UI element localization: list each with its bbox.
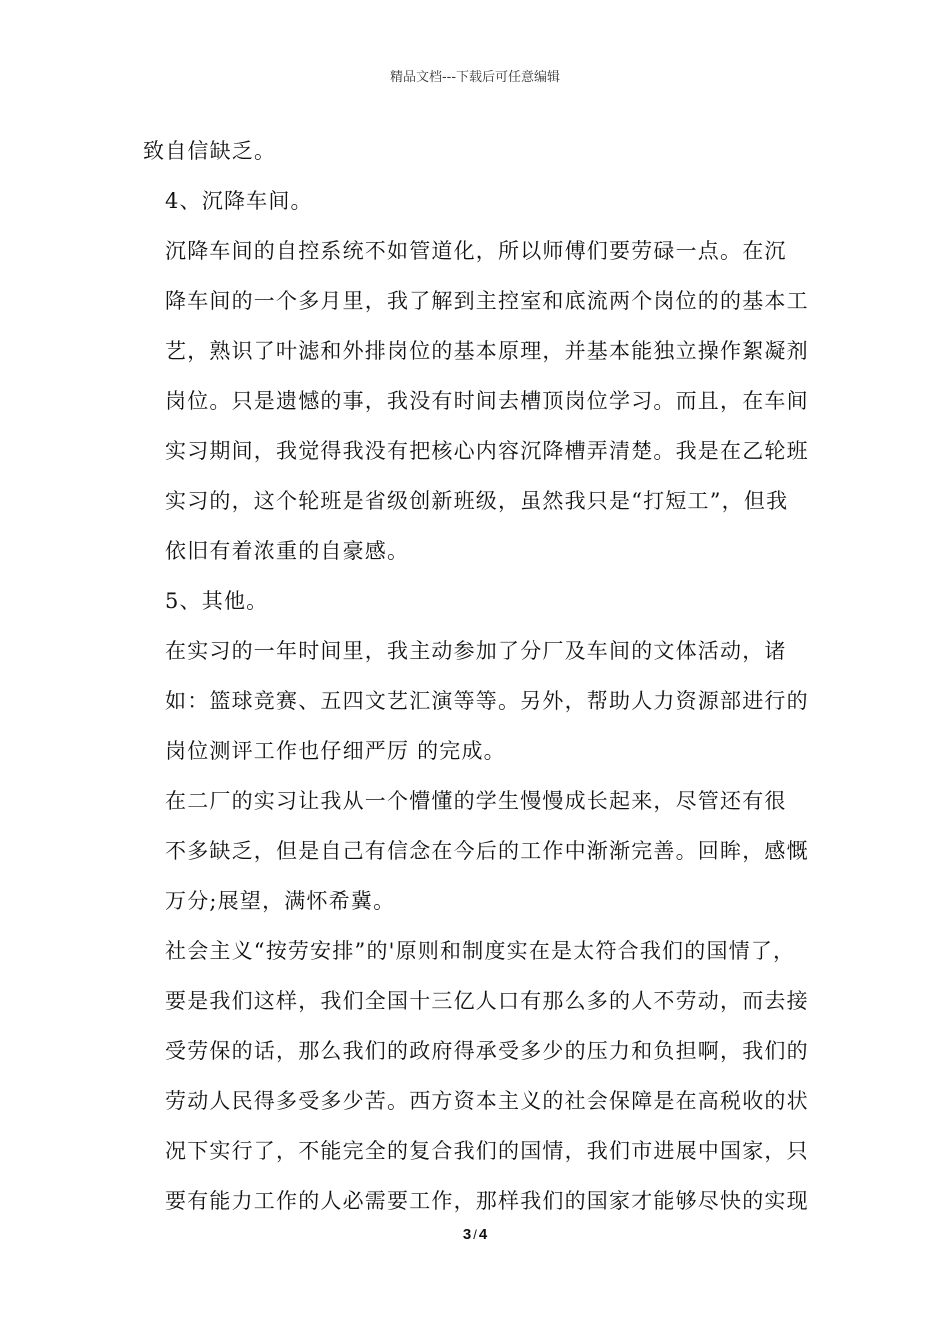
text-line: 在实习的一年时间里，我主动参加了分厂及车间的文体活动，诸	[165, 639, 787, 663]
text-line: 岗位。只是遗憾的事，我没有时间去槽顶岗位学习。而且，在车间	[165, 389, 809, 413]
text-line: 况下实行了，不能完全的复合我们的国情，我们市进展中国家，只	[165, 1139, 809, 1163]
page-number	[0, 1226, 950, 1243]
text-line: 实习的，这个轮班是省级创新班级，虽然我只是“打短工”，但我	[165, 489, 789, 513]
page-separator: /	[473, 1227, 477, 1242]
header-text: 精品文档---下载后可任意编辑	[389, 70, 561, 85]
text-line: 艺，熟识了叶滤和外排岗位的基本原理，并基本能独立操作絮凝剂	[165, 339, 809, 363]
paragraph	[143, 126, 807, 176]
text-line: 4、沉降车间。	[165, 189, 313, 213]
text-line: 社会主义“按劳安排”的'原则和制度实在是太符合我们的国情了，	[165, 939, 796, 963]
text-line: 降车间的一个多月里，我了解到主控室和底流两个岗位的的基本工	[165, 289, 809, 313]
document-body	[143, 126, 807, 1226]
paragraph	[143, 626, 807, 776]
paragraph	[143, 226, 807, 576]
page-total: 4	[478, 1226, 488, 1243]
text-line: 万分;展望，满怀希冀。	[165, 889, 396, 913]
text-line: 沉降车间的自控系统不如管道化，所以师傅们要劳碌一点。在沉	[165, 239, 787, 263]
text-line: 岗位测评工作也仔细严厉 的完成。	[165, 739, 506, 763]
text-line: 在二厂的实习让我从一个懵懂的学生慢慢成长起来，尽管还有很	[165, 789, 787, 813]
text-line: 5、其他。	[165, 589, 269, 613]
text-line: 如：篮球竞赛、五四文艺汇演等等。另外，帮助人力资源部进行的	[165, 689, 809, 713]
paragraph	[143, 776, 807, 926]
text-line: 受劳保的话，那么我们的政府得承受多少的压力和负担啊，我们的	[165, 1039, 809, 1063]
page-current: 3	[462, 1226, 472, 1243]
paragraph	[143, 926, 807, 1226]
text-line: 要是我们这样，我们全国十三亿人口有那么多的人不劳动，而去接	[165, 989, 809, 1013]
page-header	[0, 66, 950, 85]
text-line: 不多缺乏，但是自己有信念在今后的工作中渐渐完善。回眸，感慨	[165, 839, 809, 863]
text-line: 依旧有着浓重的自豪感。	[165, 539, 410, 563]
paragraph	[143, 576, 807, 626]
text-line: 要有能力工作的人必需要工作，那样我们的国家才能够尽快的实现	[165, 1189, 809, 1213]
text-line: 劳动人民得多受多少苦。西方资本主义的社会保障是在高税收的状	[165, 1089, 809, 1113]
text-line: 实习期间，我觉得我没有把核心内容沉降槽弄清楚。我是在乙轮班	[165, 439, 809, 463]
text-line: 致自信缺乏。	[143, 139, 277, 163]
paragraph	[143, 176, 807, 226]
